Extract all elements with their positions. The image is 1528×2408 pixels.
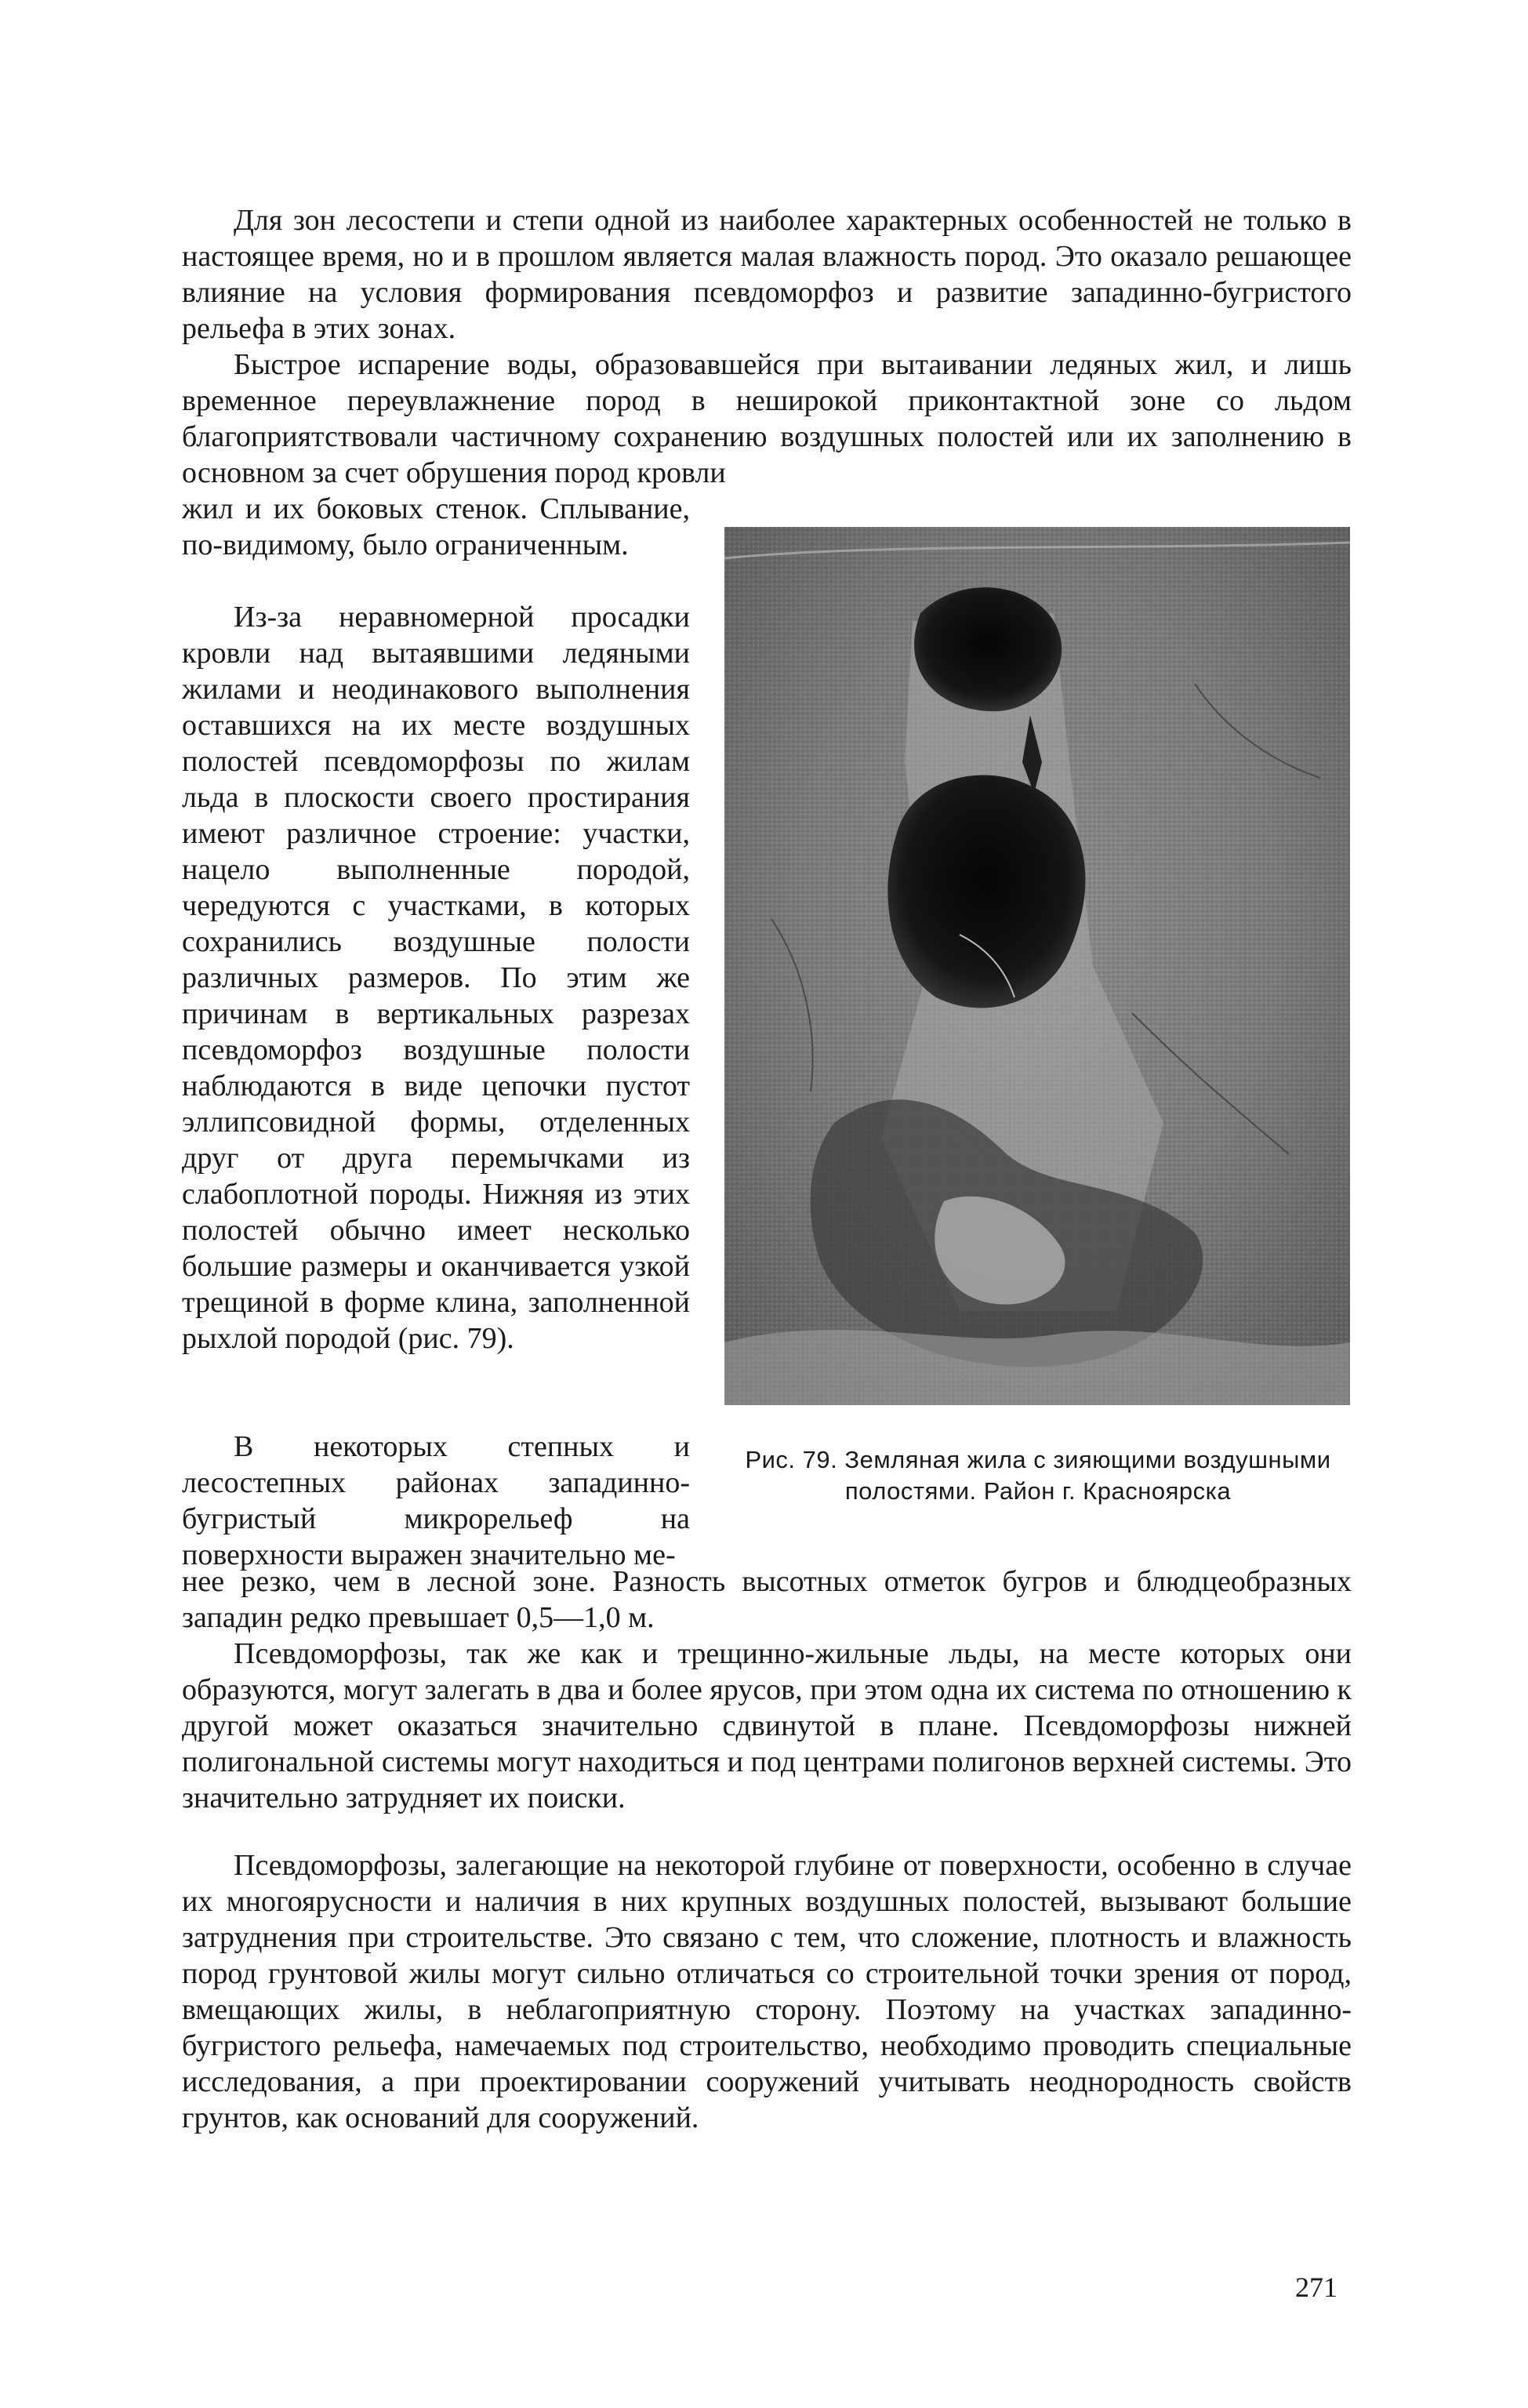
paragraph-2-full-width: Быстрое испарение воды, образовавшейся при вытаивании ледяных жил, и лишь временное переувлажнение пород в неширокой приконтактной зоне со льдом благоприятствовали частичному сохранению воздушных полостей или их заполнению в основном за счет обрушения пород кровли [182, 348, 1352, 489]
paragraph-5: Псевдоморфозы, так же как и трещинно-жильные льды, на месте которых они образуются, могут залегать в два и более ярусов, при этом одна их система по отношению к другой может оказаться значительно сдвинутой в плане. Псевдоморфозы нижней полигональной системы могут находиться и под центрами полигонов верхней системы. Это значительно затрудняет их поиски. [182, 1637, 1352, 1814]
paragraph-1: Для зон лесостепи и степи одной из наиболее характерных особенностей не только в настоящее время, но и в прошлом является малая влажность пород. Это оказало решающее влияние на условия формирования псевдоморфоз и развитие западинно-бугристого рельефа в этих зонах. [182, 204, 1352, 345]
paragraph-3: Из-за неравномерной просадки кровли над вытаявшими ледяными жилами и неодинакового выполнения оставшихся на их месте воздушных полостей псевдоморфозы по жилам льда в плоскости своего простирания имеют различное строение: участки, нацело выполненные породой, чередуются с участками, в которых сохранились воздушные полости различных размеров. По этим же причинам в вертикальных разрезах псевдоморфоз воздушные полости наблюдаются в виде цепочки пустот эллипсовидной формы, отделенных друг от друга перемычками из слабоплотной породы. Нижняя из этих полостей обычно имеет несколько большие размеры и оканчивается узкой трещиной в форме клина, заполненной рыхлой породой (рис. 79). [182, 601, 690, 1355]
figure-79-caption: Рис. 79. Земляная жила с зияющими воздушными полостями. Район г. Красноярска [745, 1446, 1331, 1505]
page-number: 271 [1295, 2272, 1337, 2303]
paragraph-4-end: нее резко, чем в лесной зоне. Разность высотных отметок бугров и блюдцеобразных западин редко превышает 0,5—1,0 м. [182, 1565, 1352, 1634]
figure-79-photo [724, 527, 1350, 1405]
paragraph-4-start: В некоторых степных и лесостепных районах западинно-бугристый микрорельеф на поверхности выражен значительно ме- [182, 1430, 690, 1571]
paragraph-6: Псевдоморфозы, залегающие на некоторой глубине от поверхности, особенно в случае их многоярусности и наличия в них крупных воздушных полостей, вызывают большие затруднения при строительстве. Это связано с тем, что сложение, плотность и влажность пород грунтовой жилы могут сильно отличаться со строительной точки зрения от пород, вмещающих жилы, в неблагоприятную сторону. Поэтому на участках западинно-бугристого рельефа, намечаемых под строительство, необходимо проводить специальные исследования, а при проектировании сооружений учитывать неоднородность свойств грунтов, как оснований для сооружений. [182, 1849, 1352, 2134]
paragraph-2-continuation: жил и их боковых стенок. Сплывание, по-видимому, было ограниченным. [182, 492, 690, 561]
